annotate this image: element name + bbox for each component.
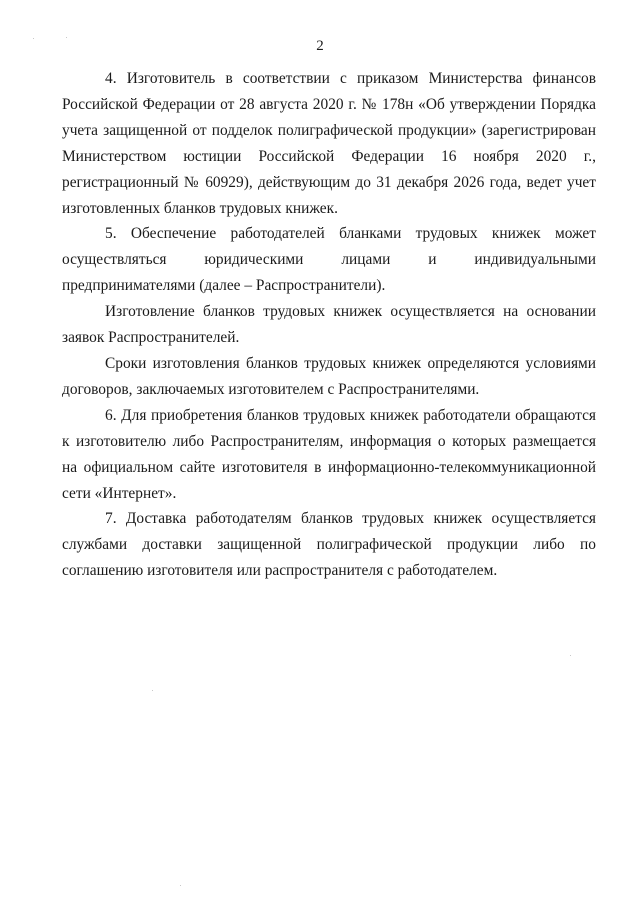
- paragraph-5: 5. Обеспечение работодателей бланками трудовых книжек может осуществляться юридическими лицами и индивидуальными предпринимателями (далее – Распространители).: [62, 225, 596, 295]
- paragraph-5-terms: Сроки изготовления бланков трудовых книжек определяются условиями договоров, заключаемых изготовителем с Распространителями.: [62, 354, 596, 398]
- document-body: [62, 66, 596, 584]
- scan-speck: [180, 885, 181, 886]
- scan-speck: [66, 37, 67, 38]
- scan-speck: [570, 655, 571, 656]
- scan-speck: [152, 690, 153, 691]
- paragraph-4: 4. Изготовитель в соответствии с приказом Министерства финансов Российской Федерации от 28 августа 2020 г. № 178н «Об утверждении Порядка учета защищенной от подделок полиграфической продукции» (зарегистрирован Министерством юстиции Российской Федерации 16 ноября 2020 г., регистрационный № 60929), действующим до 31 декабря 2026 года, ведет учет изготовленных бланков трудовых книжек.: [62, 70, 596, 217]
- page-number: 2: [316, 38, 324, 54]
- paragraph-5-manufacturing: Изготовление бланков трудовых книжек осуществляется на основании заявок Распространителей.: [62, 303, 596, 347]
- paragraph-6: 6. Для приобретения бланков трудовых книжек работодатели обращаются к изготовителю либо Распространителям, информация о которых размещается на официальном сайте изготовителя в информационно-телекоммуникационной сети «Интернет».: [62, 406, 596, 502]
- scan-speck: [33, 38, 34, 39]
- paragraph-7: 7. Доставка работодателям бланков трудовых книжек осуществляется службами доставки защищенной полиграфической продукции либо по соглашению изготовителя или распространителя с работодателем.: [62, 510, 596, 580]
